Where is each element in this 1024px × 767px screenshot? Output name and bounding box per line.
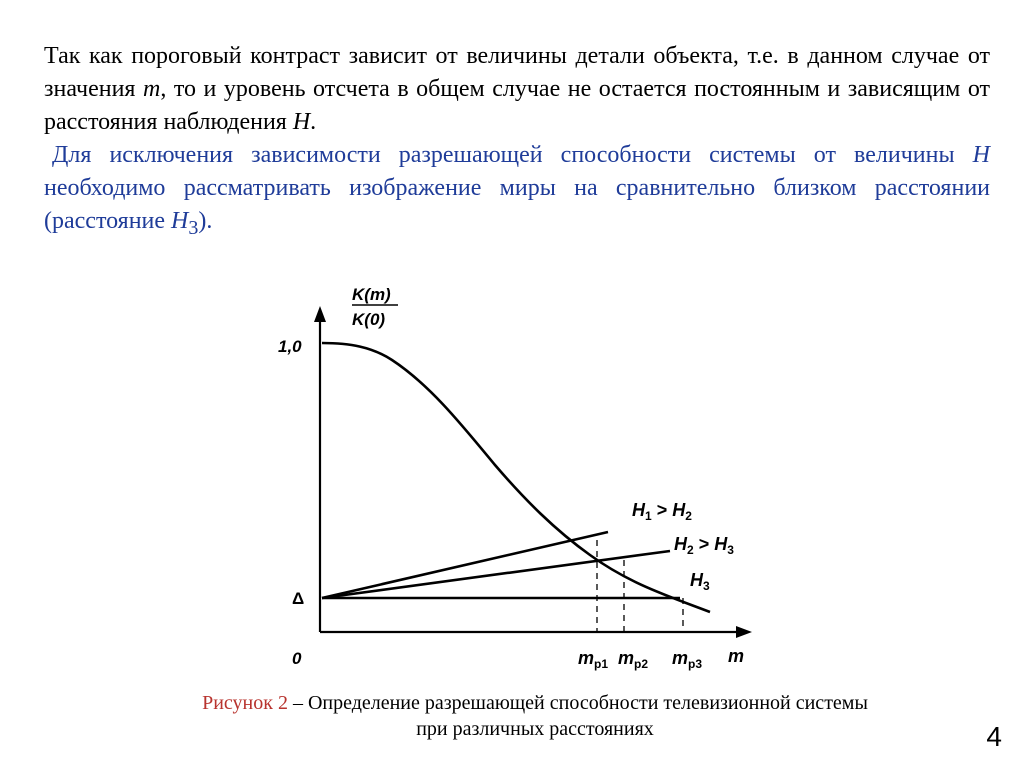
p1-run-3: H bbox=[292, 109, 311, 135]
p1-run-2: , то и уровень отсчета в общем случае не остается постоянным и зависящим от расстояния наблюдения bbox=[44, 76, 990, 135]
y-tick-delta: Δ bbox=[292, 589, 305, 608]
caption-line-2: при различных расстояниях bbox=[416, 718, 654, 740]
p2-run-3: H bbox=[171, 208, 189, 234]
figure-caption bbox=[60, 690, 1010, 742]
curve-label-h2: $H_2 > H_3$ bbox=[674, 534, 734, 557]
p1-run-4: . bbox=[310, 109, 317, 135]
y-axis-label-denominator: K(0) bbox=[352, 310, 386, 329]
x-axis-label: m bbox=[728, 646, 745, 666]
y-axis-label-numerator: K(m) bbox=[352, 285, 391, 304]
page-number: 4 bbox=[986, 721, 1002, 752]
x-tick-mp1: $m_{p1}$ bbox=[578, 648, 609, 671]
p2-run-4: 3 bbox=[188, 216, 199, 239]
p1-run-0: Так как пороговый контраст зависит от величины детали объекта, т.е. в данном случае от значения bbox=[44, 43, 990, 102]
y-tick-top: 1,0 bbox=[278, 337, 302, 356]
p2-run-0: Для исключения зависимости разрешающей способности системы от величины bbox=[52, 142, 973, 168]
x-axis-arrow bbox=[736, 626, 752, 638]
p2-run-2: необходимо рассматривать изображение миры на сравнительно близком расстоянии (расстояние bbox=[44, 175, 990, 234]
y-axis-arrow bbox=[314, 306, 326, 322]
x-tick-mp2: $m_{p2}$ bbox=[618, 648, 649, 671]
caption-prefix: Рисунок 2 bbox=[202, 692, 288, 714]
caption-line-1 bbox=[60, 690, 1010, 716]
p2-run-5: ). bbox=[198, 208, 213, 234]
origin-label: 0 bbox=[292, 649, 302, 668]
x-tick-mp3: $m_{p3}$ bbox=[672, 648, 703, 671]
p1-run-1: m bbox=[142, 76, 161, 102]
curve-label-h3: $H_3$ bbox=[690, 570, 710, 593]
p2-run-1: H bbox=[972, 142, 990, 168]
curve-label-h1: $H_1 > H_2$ bbox=[632, 500, 692, 523]
caption-line-1-text: – Определение разрешающей способности телевизионной системы bbox=[287, 692, 868, 714]
